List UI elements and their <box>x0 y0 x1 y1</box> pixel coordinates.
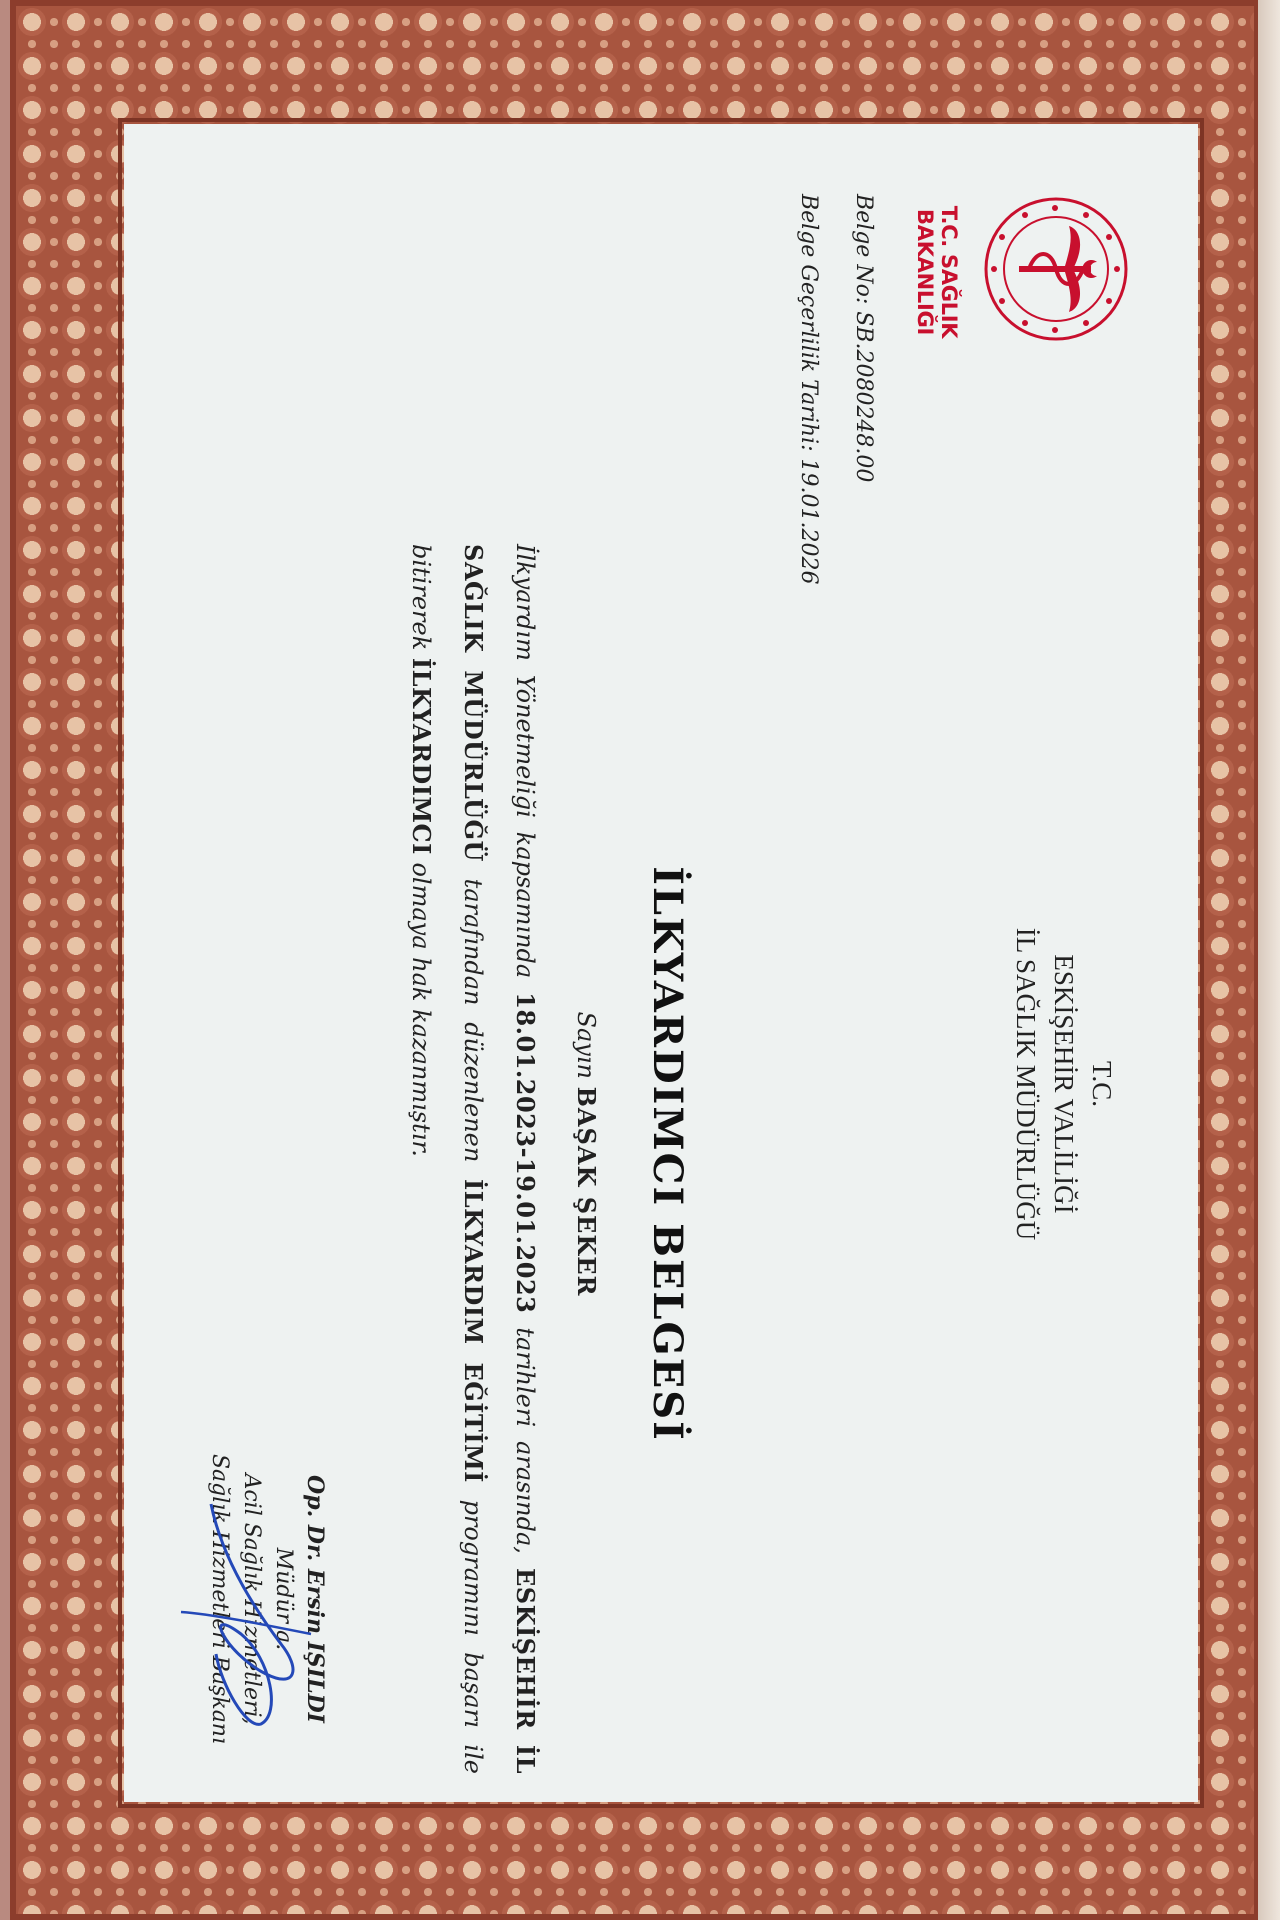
country-label: T.C. <box>1087 1061 1117 1107</box>
governorship-label: ESKİŞEHİR VALİLİĞİ <box>1049 954 1079 1214</box>
body-text-1: İlkyardım Yönetmeliği kapsamında <box>511 544 539 979</box>
ministry-name: T.C. SAĞLIK BAKANLIĞI <box>913 205 961 339</box>
signatory-title-1: Müdür a. <box>271 1547 296 1651</box>
body-text-5: olmaya hak kazanmıştır. <box>407 862 435 1157</box>
body-text-3: tarafından düzenlenen <box>459 878 487 1163</box>
signatory-title-2: Acil Sağlık Hizmetleri, <box>239 1473 264 1725</box>
signatory-name: Op. Dr. Ersin IŞILDI <box>302 1475 328 1723</box>
document-number: Belge No: SB.2080248.00 <box>851 194 876 483</box>
certificate-title: İLKYARDIMCI BELGESİ <box>644 866 691 1442</box>
recipient-prefix: Sayın <box>572 1011 600 1079</box>
issuing-authority <box>1007 724 1121 1444</box>
recipient <box>572 764 601 1544</box>
body-text-2: tarihleri arasında, <box>511 1327 539 1554</box>
directorate-label: İL SAĞLIK MÜDÜRLÜĞÜ <box>1011 927 1041 1241</box>
validity-date: Belge Geçerlilik Tarihi: 19.01.2026 <box>796 194 821 585</box>
page-edge <box>1258 0 1280 1920</box>
organizer-name: ESKİŞEHİR İL SAĞLIK MÜDÜRLÜĞÜ <box>459 544 540 1775</box>
certificate-body <box>395 544 551 1774</box>
handwritten-signature-icon <box>171 1484 321 1744</box>
role-name: İLKYARDIMCI <box>407 657 436 855</box>
certificate-content <box>87 124 1161 1802</box>
program-name: İLKYARDIM EĞİTİMİ <box>459 1179 488 1483</box>
training-dates: 18.01.2023-19.01.2023 <box>511 992 540 1314</box>
body-text-4: programını başarı ile bitirerek <box>407 544 487 1774</box>
signatory-title-3: Sağlık Hizmetleri Başkanı <box>207 1453 232 1745</box>
ministry-logo-icon <box>981 194 1131 344</box>
recipient-name: BAŞAK ŞEKER <box>572 1086 601 1297</box>
